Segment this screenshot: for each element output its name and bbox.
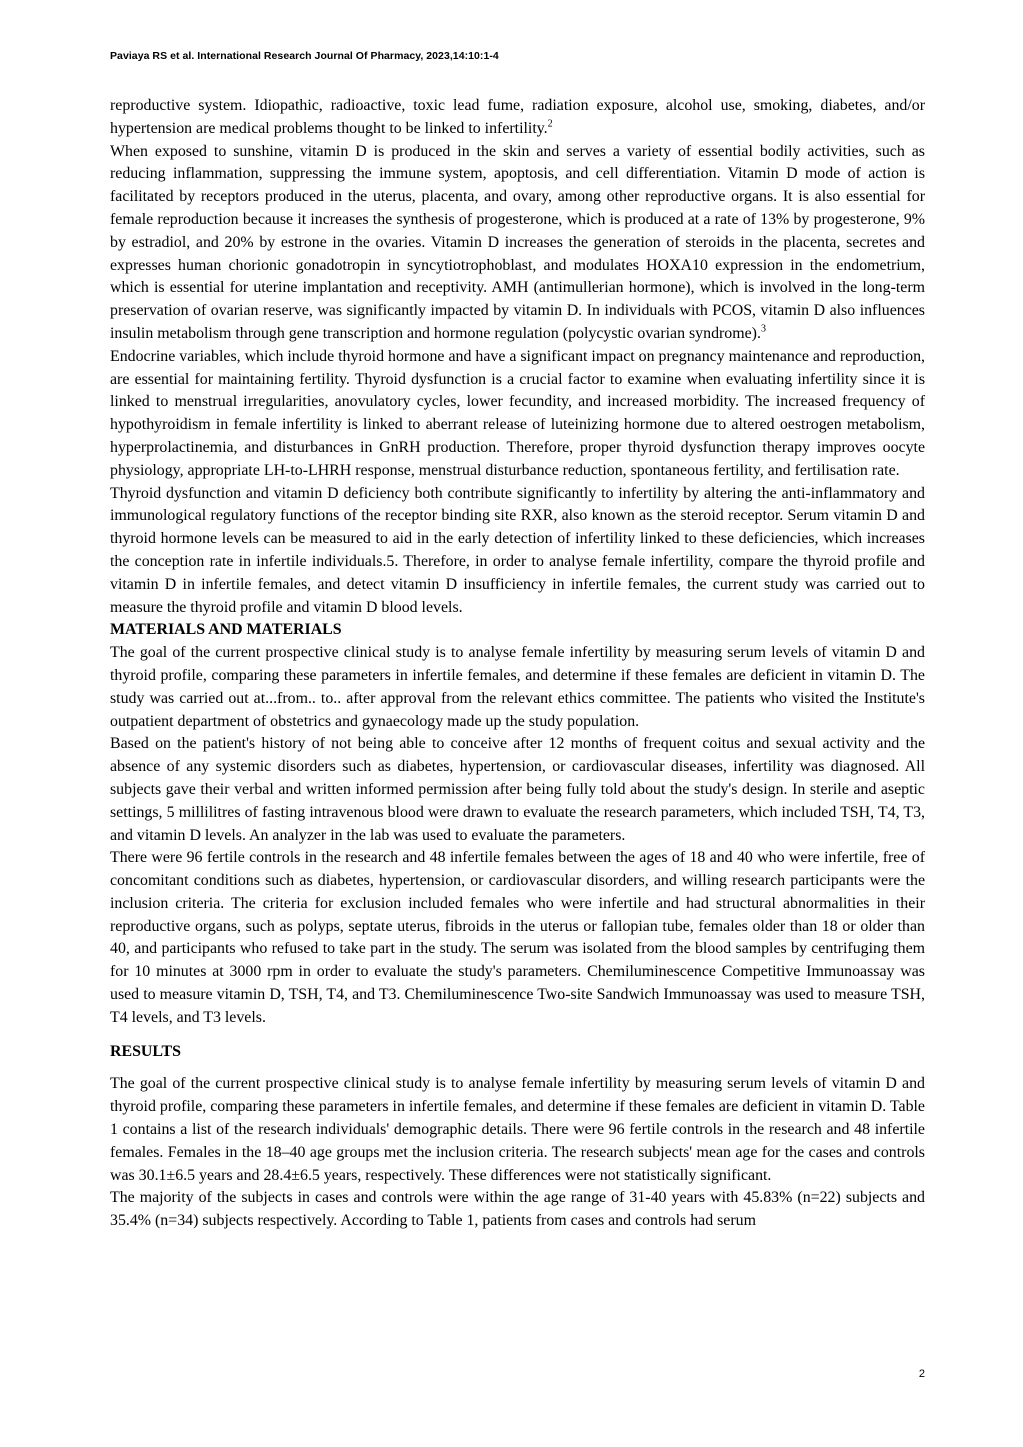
paragraph: The majority of the subjects in cases and controls were within the age range of 31-40 years with 45.83% (n=22) subjects and 35.4% (n=34) subjects respectively. According to Table 1, patients from cases and controls had serum [110, 1189, 925, 1230]
paragraph: Based on the patient's history of not being able to conceive after 12 months of frequent coitus and sexual activity and the absence of any systemic disorders such as diabetes, hypertension, or cardiovascular diseases, infertility was diagnosed. All subjects gave their verbal and written informed permission after being fully told about the study's design. In sterile and aseptic settings, 5 millilitres of fasting intravenous blood were drawn to evaluate the research parameters, which included TSH, T4, T3, and vitamin D levels. An analyzer in the lab was used to evaluate the parameters. [110, 735, 925, 844]
paragraph: Thyroid dysfunction and vitamin D deficiency both contribute significantly to infertility by altering the anti-inflammatory and immunological regulatory functions of the receptor binding site RXR, also known as the steroid receptor. Serum vitamin D and thyroid hormone levels can be measured to aid in the early detection of infertility linked to these deficiencies, which increases the conception rate in infertile individuals.5. Therefore, in order to analyse female infertility, compare the thyroid profile and vitamin D in infertile females, and detect vitamin D insufficiency in infertile females, the current study was carried out to measure the thyroid profile and vitamin D blood levels. [110, 484, 925, 616]
citation-ref: 3 [760, 323, 766, 335]
paragraph-text: When exposed to sunshine, vitamin D is produced in the skin and serves a variety of essential bodily activities, such as reducing inflammation, suppressing the immune system, apoptosis, and cell differentiation. Vitamin D mode of action is facilitated by receptors produced in the uterus, placenta, and ovary, among other reproductive organs. It is also essential for female reproduction because it increases the synthesis of progesterone, which is produced at a rate of 13% by progesterone, 9% by estradiol, and 20% by estrone in the ovaries. Vitamin D increases the generation of steroids in the placenta, secretes and expresses human chorionic gonadotropin in syncytiotrophoblast, and modulates HOXA10 expression in the endometrium, which is essential for uterine implantation and receptivity. AMH (antimullerian hormone), which is involved in the long-term preservation of ovarian reserve, was significantly impacted by vitamin D. In individuals with PCOS, vitamin D also influences insulin metabolism through gene transcription and hormone regulation (polycystic ovarian syndrome). [110, 142, 925, 342]
citation-ref: 2 [547, 118, 553, 130]
paragraph [110, 141, 925, 346]
section-heading-materials: MATERIALS AND MATERIALS [110, 621, 342, 639]
page-number: 2 [918, 1368, 925, 1380]
paragraph: The goal of the current prospective clinical study is to analyse female infertility by measuring serum levels of vitamin D and thyroid profile, comparing these parameters in infertile females, and determine if these females are deficient in vitamin D. Table 1 contains a list of the research individuals' demographic details. There were 96 fertile controls in the research and 48 infertile females. Females in the 18–40 age groups met the inclusion criteria. The research subjects' mean age for the cases and controls was 30.1±6.5 years and 28.4±6.5 years, respectively. These differences were not statistically significant. [110, 1075, 925, 1184]
paragraph: There were 96 fertile controls in the research and 48 infertile females between the ages of 18 and 40 who were infertile, free of concomitant conditions such as diabetes, hypertension, or cardiovascular disorders, and willing research participants were the inclusion criteria. The criteria for exclusion included females who were infertile and had structural abnormalities in their reproductive organs, such as polyps, septate uterus, fibroids in the uterus or fallopian tube, females older than 18 or older than 40, and participants who refused to take part in the study. The serum was isolated from the blood samples by centrifuging them for 10 minutes at 3000 rpm in order to evaluate the study's parameters. Chemiluminescence Competitive Immunoassay was used to measure vitamin D, TSH, T4, and T3. Chemiluminescence Two-site Sandwich Immunoassay was used to measure TSH, T4 levels, and T3 levels. [110, 849, 925, 1026]
section-heading-results: RESULTS [110, 1042, 181, 1060]
paragraph-text: reproductive system. Idiopathic, radioactive, toxic lead fume, radiation exposure, alcohol use, smoking, diabetes, and/or hypertension are medical problems thought to be linked to infertility. [110, 97, 925, 137]
running-header: Paviaya RS et al. International Research Journal Of Pharmacy, 2023,14:10:1-4 [110, 50, 499, 62]
paragraph: Endocrine variables, which include thyroid hormone and have a significant impact on pregnancy maintenance and reproduction, are essential for maintaining fertility. Thyroid dysfunction is a crucial factor to examine when evaluating infertility since it is linked to menstrual irregularities, anovulatory cycles, lower fecundity, and increased morbidity. The increased frequency of hypothyroidism in female infertility is linked to aberrant release of luteinizing hormone due to altered oestrogen metabolism, hyperprolactinemia, and disturbances in GnRH production. Therefore, proper thyroid dysfunction therapy improves oocyte physiology, appropriate LH-to-LHRH response, menstrual disturbance reduction, spontaneous fertility, and fertilisation rate. [110, 347, 925, 479]
paragraph [110, 95, 925, 141]
article-body [110, 95, 925, 1233]
paragraph: The goal of the current prospective clinical study is to analyse female infertility by measuring serum levels of vitamin D and thyroid profile, comparing these parameters in infertile females, and determine if these females are deficient in vitamin D. The study was carried out at...from.. to.. after approval from the relevant ethics committee. The patients who visited the Institute's outpatient department of obstetrics and gynaecology made up the study population. [110, 644, 925, 730]
